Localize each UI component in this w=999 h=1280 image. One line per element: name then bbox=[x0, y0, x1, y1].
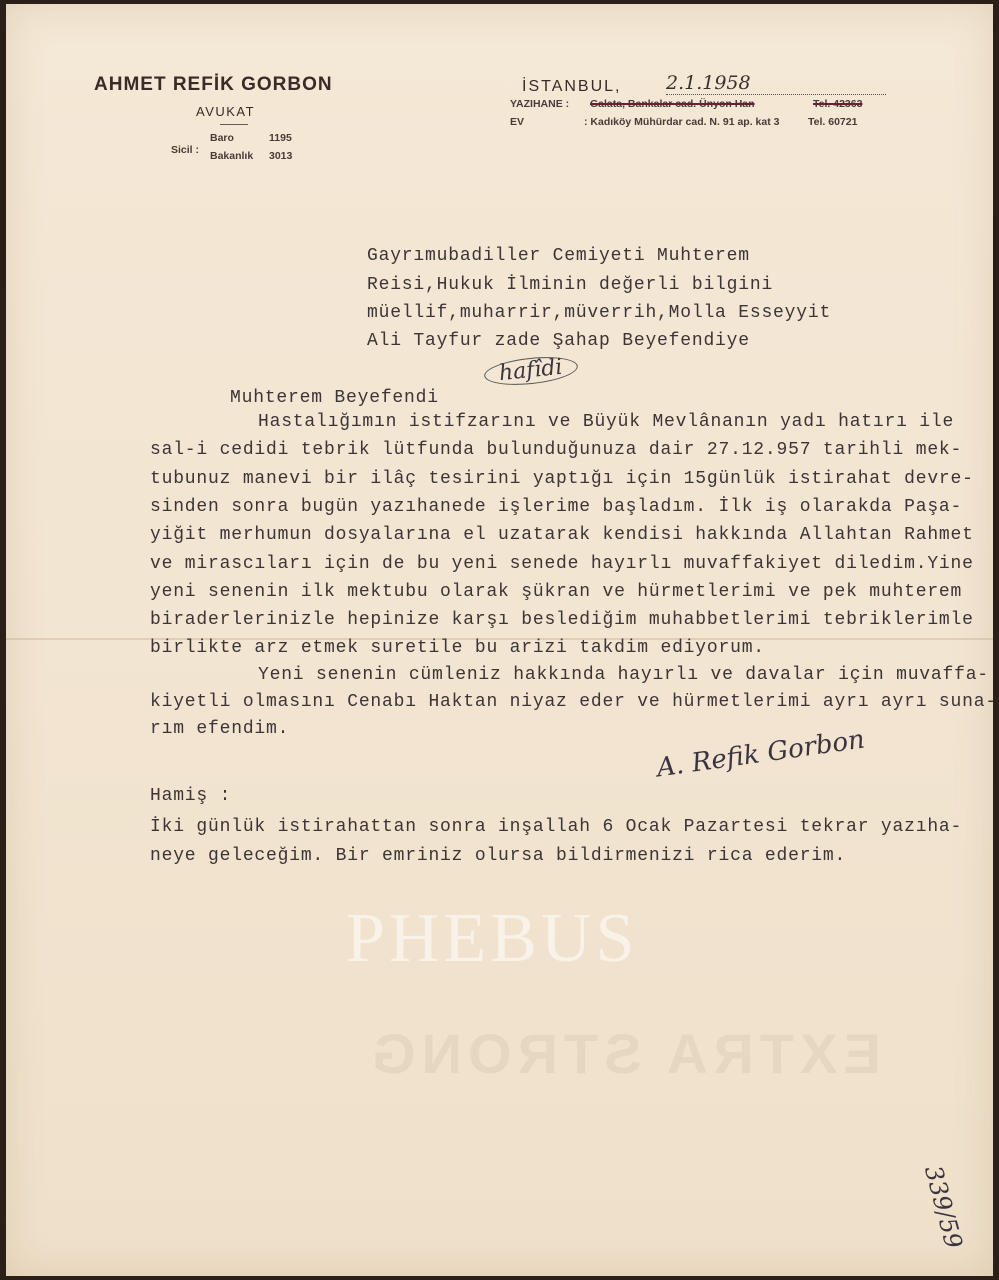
body-line: sal-i cedidi tebrik lütfunda bulunduğunuza dair 27.12.957 tarihli mek- bbox=[150, 440, 963, 460]
signature: A. Refik Gorbon bbox=[654, 724, 867, 784]
postscript-label: Hamiş : bbox=[150, 786, 232, 806]
baro-label: Baro bbox=[210, 132, 234, 144]
sicil-label: Sicil : bbox=[171, 144, 200, 156]
postscript-line: İki günlük istirahattan sonra inşallah 6 Ocak Pazartesi tekrar yazıha- bbox=[150, 817, 963, 837]
body-line: Hastalığımın istifzarını ve Büyük Mevlânanın yadı hatırı ile bbox=[258, 412, 955, 432]
office-address: Galata, Bankalar cad. Ünyon Han bbox=[590, 98, 755, 110]
recipient-line: müellif,muharrir,müverrih,Molla Esseyyit bbox=[367, 303, 832, 323]
handwritten-correction: hafîdi bbox=[483, 353, 579, 389]
baro-number: 1195 bbox=[269, 132, 292, 144]
date: 2.1.1958 bbox=[666, 72, 886, 95]
home-label: EV bbox=[510, 116, 525, 128]
recipient-line: Ali Tayfur zade Şahap Beyefendiye bbox=[367, 331, 750, 351]
body-line: tubunuz manevi bir ilâç tesirini yaptığı için 15günlük istirahat devre- bbox=[150, 469, 974, 489]
office-label: YAZIHANE : bbox=[510, 98, 570, 110]
letter-page bbox=[6, 4, 997, 1276]
home-tel: Tel. 60721 bbox=[808, 116, 858, 128]
body-line: birlikte arz etmek suretile bu arizi takdim ediyorum. bbox=[150, 638, 765, 658]
home-address: : Kadıköy Mühürdar cad. N. 91 ap. kat 3 bbox=[584, 116, 780, 128]
bakanlik-label: Bakanlık bbox=[210, 150, 254, 162]
letterhead-title: AVUKAT bbox=[196, 104, 256, 119]
body-line: rım efendim. bbox=[150, 719, 290, 739]
recipient-line: Gayrımubadiller Cemiyeti Muhterem bbox=[367, 246, 750, 266]
body-line: ve mirascıları için de bu yeni senede hayırlı muvaffakiyet diledim.Yine bbox=[150, 554, 974, 574]
show-through-text: EXTRA STRONG bbox=[366, 1022, 881, 1085]
bakanlik-number: 3013 bbox=[269, 150, 293, 162]
archive-number: 339/59 bbox=[918, 1162, 968, 1252]
body-line: sinden sonra bugün yazıhanede işlerime başladım. İlk iş olarakda Paşa- bbox=[150, 497, 963, 517]
body-line: biraderlerinizle hepinize karşı beslediğim muhabbetlerimi tebriklerimle bbox=[150, 610, 974, 630]
salutation: Muhterem Beyefendi bbox=[230, 388, 439, 408]
body-line: Yeni senenin cümleniz hakkında hayırlı ve davalar için muvaffa- bbox=[258, 665, 989, 685]
body-line: yeni senenin ilk mektubu olarak şükran ve hürmetlerimi ve pek muhterem bbox=[150, 582, 963, 602]
watermark: PHEBUS bbox=[346, 900, 639, 977]
divider bbox=[220, 124, 248, 125]
body-line: kiyetli olmasını Cenabı Haktan niyaz eder ve hürmetlerimi ayrı ayrı suna- bbox=[150, 692, 997, 712]
letterhead-name: AHMET REFİK GORBON bbox=[94, 74, 333, 95]
postscript-line: neye geleceğim. Bir emriniz olursa bildirmenizi rica ederim. bbox=[150, 846, 847, 866]
office-tel: Tel. 42363 bbox=[813, 98, 863, 110]
recipient-line: Reisi,Hukuk İlminin değerli bilgini bbox=[367, 275, 774, 295]
body-line: yiğit merhumun dosyalarına el uzatarak kendisi hakkında Allahtan Rahmet bbox=[150, 525, 974, 545]
city: İSTANBUL, bbox=[522, 78, 622, 95]
